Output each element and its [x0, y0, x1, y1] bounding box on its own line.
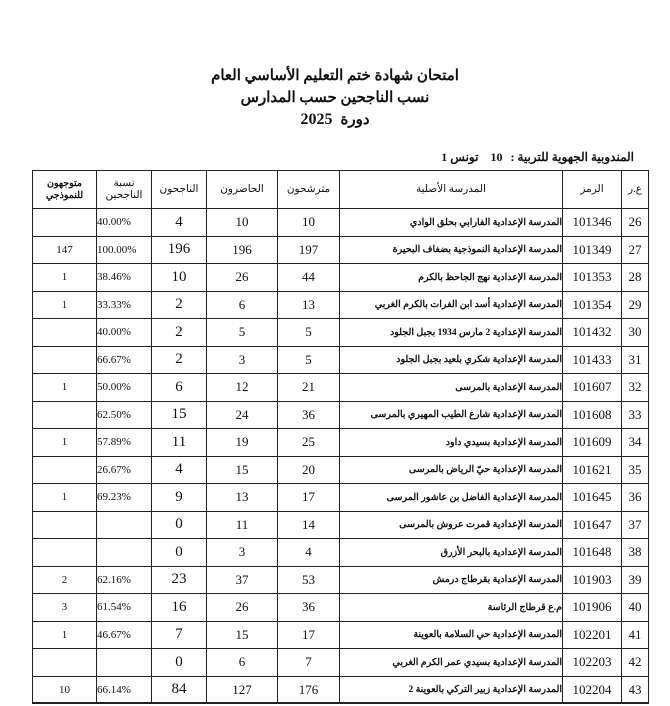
table-row [33, 209, 649, 237]
cell-present: 3 [207, 539, 278, 567]
cell-candidates: 176 [278, 676, 340, 704]
cell-school: المدرسة الإعدادية شكري بلعيد بجبل الجلود [340, 346, 563, 374]
cell-passed: 0 [152, 539, 207, 567]
cell-candidates: 36 [278, 401, 340, 429]
cell-passed: 2 [152, 319, 207, 347]
cell-order: 41 [622, 621, 649, 649]
table-row [33, 264, 649, 292]
cell-rate: 66.14% [97, 676, 152, 704]
cell-present: 15 [207, 456, 278, 484]
cell-order: 30 [622, 319, 649, 347]
cell-school: المدرسة الإعدادية الفاضل بن عاشور المرسى [340, 484, 563, 512]
cell-school: المدرسة الإعدادية بسيدي داود [340, 429, 563, 457]
table-row [33, 291, 649, 319]
table-row [33, 676, 649, 704]
cell-order: 38 [622, 539, 649, 567]
cell-code: 101621 [563, 456, 622, 484]
cell-school: المدرسة الإعدادية نهج الجاحظ بالكرم [340, 264, 563, 292]
region-line [441, 150, 634, 165]
cell-oriented [33, 649, 97, 677]
cell-passed: 2 [152, 346, 207, 374]
cell-rate: 40.00% [97, 209, 152, 237]
cell-school: المدرسة الإعدادية أسد ابن الفرات بالكرم الغربي [340, 291, 563, 319]
cell-present: 15 [207, 621, 278, 649]
cell-present: 24 [207, 401, 278, 429]
cell-code: 101433 [563, 346, 622, 374]
cell-order: 35 [622, 456, 649, 484]
cell-order: 40 [622, 594, 649, 622]
table-row [33, 236, 649, 264]
cell-order: 31 [622, 346, 649, 374]
cell-passed: 4 [152, 209, 207, 237]
cell-code: 101432 [563, 319, 622, 347]
table-header-row [33, 171, 649, 209]
cell-order: 37 [622, 511, 649, 539]
cell-present: 6 [207, 291, 278, 319]
col-header-school: المدرسة الأصلية [340, 171, 563, 209]
cell-school: المدرسة الإعدادية بسيدي عمر الكرم الغربي [340, 649, 563, 677]
cell-present: 6 [207, 649, 278, 677]
cell-oriented: 2 [33, 566, 97, 594]
session-year: 2025 [300, 111, 333, 128]
col-header-oriented: متوجهون للنموذجي [33, 171, 97, 209]
cell-school: المدرسة الإعدادية بالمرسى [340, 374, 563, 402]
cell-code: 101608 [563, 401, 622, 429]
col-header-code: الرمز [563, 171, 622, 209]
cell-school: المدرسة الإعدادية النموذجية بضفاف البحيرة [340, 236, 563, 264]
cell-code: 102201 [563, 621, 622, 649]
cell-school: المدرسة الإعدادية حي السلامة بالعوينة [340, 621, 563, 649]
col-header-order: ع.ر [622, 171, 649, 209]
cell-code: 102204 [563, 676, 622, 704]
cell-code: 101607 [563, 374, 622, 402]
cell-candidates: 53 [278, 566, 340, 594]
cell-passed: 4 [152, 456, 207, 484]
cell-oriented: 1 [33, 484, 97, 512]
cell-candidates: 5 [278, 346, 340, 374]
cell-order: 36 [622, 484, 649, 512]
document-title: امتحان شهادة ختم التعليم الأساسي العام [211, 68, 459, 84]
cell-passed: 10 [152, 264, 207, 292]
cell-school: المدرسة الإعدادية حيّ الرياض بالمرسى [340, 456, 563, 484]
cell-present: 37 [207, 566, 278, 594]
cell-passed: 0 [152, 511, 207, 539]
cell-oriented: 1 [33, 264, 97, 292]
table-row [33, 594, 649, 622]
cell-passed: 6 [152, 374, 207, 402]
cell-rate: 62.50% [97, 401, 152, 429]
cell-passed: 9 [152, 484, 207, 512]
cell-present: 26 [207, 264, 278, 292]
session-line [0, 110, 670, 129]
cell-oriented: 1 [33, 621, 97, 649]
table-row [33, 566, 649, 594]
table-row [33, 319, 649, 347]
cell-school: م.ع قرطاج الرئاسة [340, 594, 563, 622]
table-row [33, 456, 649, 484]
cell-candidates: 17 [278, 621, 340, 649]
cell-rate: 40.00% [97, 319, 152, 347]
cell-oriented: 3 [33, 594, 97, 622]
cell-oriented [33, 346, 97, 374]
cell-code: 101906 [563, 594, 622, 622]
cell-oriented: 1 [33, 429, 97, 457]
cell-rate [97, 511, 152, 539]
cell-present: 26 [207, 594, 278, 622]
table-row [33, 374, 649, 402]
cell-code: 101346 [563, 209, 622, 237]
cell-candidates: 17 [278, 484, 340, 512]
cell-passed: 2 [152, 291, 207, 319]
cell-candidates: 36 [278, 594, 340, 622]
cell-passed: 15 [152, 401, 207, 429]
cell-order: 27 [622, 236, 649, 264]
table-bottom-edge [32, 702, 648, 703]
cell-order: 28 [622, 264, 649, 292]
col-header-present: الحاضرون [207, 171, 278, 209]
cell-rate: 50.00% [97, 374, 152, 402]
table-row [33, 429, 649, 457]
cell-passed: 16 [152, 594, 207, 622]
cell-oriented: 1 [33, 291, 97, 319]
cell-code: 101353 [563, 264, 622, 292]
cell-code: 102203 [563, 649, 622, 677]
table-row [33, 511, 649, 539]
table-row [33, 621, 649, 649]
cell-candidates: 20 [278, 456, 340, 484]
cell-code: 101647 [563, 511, 622, 539]
cell-order: 26 [622, 209, 649, 237]
cell-passed: 11 [152, 429, 207, 457]
cell-present: 11 [207, 511, 278, 539]
cell-rate: 69.23% [97, 484, 152, 512]
table-row [33, 649, 649, 677]
cell-present: 13 [207, 484, 278, 512]
cell-present: 3 [207, 346, 278, 374]
cell-candidates: 197 [278, 236, 340, 264]
cell-oriented [33, 209, 97, 237]
cell-oriented: 1 [33, 374, 97, 402]
cell-oriented [33, 456, 97, 484]
cell-school: المدرسة الإعدادية شارع الطيب المهيري بالمرسى [340, 401, 563, 429]
cell-school: المدرسة الإعدادية زبير التركي بالعوينة 2 [340, 676, 563, 704]
cell-rate: 57.89% [97, 429, 152, 457]
cell-present: 196 [207, 236, 278, 264]
cell-order: 32 [622, 374, 649, 402]
region-label: المندوبية الجهوية للتربية : [510, 150, 634, 164]
cell-present: 10 [207, 209, 278, 237]
col-header-passed: الناجحون [152, 171, 207, 209]
cell-code: 101609 [563, 429, 622, 457]
cell-passed: 0 [152, 649, 207, 677]
cell-order: 43 [622, 676, 649, 704]
cell-rate: 62.16% [97, 566, 152, 594]
cell-rate: 26.67% [97, 456, 152, 484]
session-label: دورة [340, 112, 370, 128]
cell-oriented: 10 [33, 676, 97, 704]
cell-school: المدرسة الإعدادية بقرطاج درمش [340, 566, 563, 594]
cell-present: 12 [207, 374, 278, 402]
cell-code: 101354 [563, 291, 622, 319]
region-name: تونس 1 [441, 150, 479, 164]
cell-school: المدرسة الإعدادية الفارابي بحلق الوادي [340, 209, 563, 237]
cell-order: 33 [622, 401, 649, 429]
cell-code: 101903 [563, 566, 622, 594]
cell-oriented [33, 511, 97, 539]
cell-rate: 33.33% [97, 291, 152, 319]
table-row [33, 346, 649, 374]
cell-order: 34 [622, 429, 649, 457]
cell-passed: 7 [152, 621, 207, 649]
cell-candidates: 10 [278, 209, 340, 237]
cell-passed: 84 [152, 676, 207, 704]
cell-rate: 38.46% [97, 264, 152, 292]
cell-candidates: 21 [278, 374, 340, 402]
cell-present: 5 [207, 319, 278, 347]
cell-oriented [33, 539, 97, 567]
cell-candidates: 5 [278, 319, 340, 347]
col-header-candidates: مترشحون [278, 171, 340, 209]
cell-order: 39 [622, 566, 649, 594]
cell-rate: 66.67% [97, 346, 152, 374]
cell-candidates: 14 [278, 511, 340, 539]
cell-oriented [33, 401, 97, 429]
cell-rate: 46.67% [97, 621, 152, 649]
cell-rate: 100.00% [97, 236, 152, 264]
cell-oriented: 147 [33, 236, 97, 264]
document-subtitle: نسب الناجحين حسب المدارس [240, 90, 430, 106]
cell-candidates: 4 [278, 539, 340, 567]
cell-rate [97, 539, 152, 567]
cell-code: 101349 [563, 236, 622, 264]
cell-order: 29 [622, 291, 649, 319]
cell-candidates: 44 [278, 264, 340, 292]
cell-candidates: 13 [278, 291, 340, 319]
table-row [33, 401, 649, 429]
col-header-rate: نسبة الناجحين [97, 171, 152, 209]
cell-school: المدرسة الإعدادية بالبحر الأزرق [340, 539, 563, 567]
cell-oriented [33, 319, 97, 347]
table-row [33, 484, 649, 512]
cell-rate: 61.54% [97, 594, 152, 622]
cell-code: 101648 [563, 539, 622, 567]
cell-candidates: 7 [278, 649, 340, 677]
table-row [33, 539, 649, 567]
cell-present: 19 [207, 429, 278, 457]
cell-order: 42 [622, 649, 649, 677]
cell-rate [97, 649, 152, 677]
cell-candidates: 25 [278, 429, 340, 457]
region-code: 10 [490, 150, 503, 164]
cell-code: 101645 [563, 484, 622, 512]
cell-present: 127 [207, 676, 278, 704]
cell-school: المدرسة الإعدادية 2 مارس 1934 بجبل الجلود [340, 319, 563, 347]
cell-passed: 196 [152, 236, 207, 264]
results-table [32, 170, 649, 704]
cell-school: المدرسة الإعدادية قمرت عروش بالمرسى [340, 511, 563, 539]
cell-passed: 23 [152, 566, 207, 594]
